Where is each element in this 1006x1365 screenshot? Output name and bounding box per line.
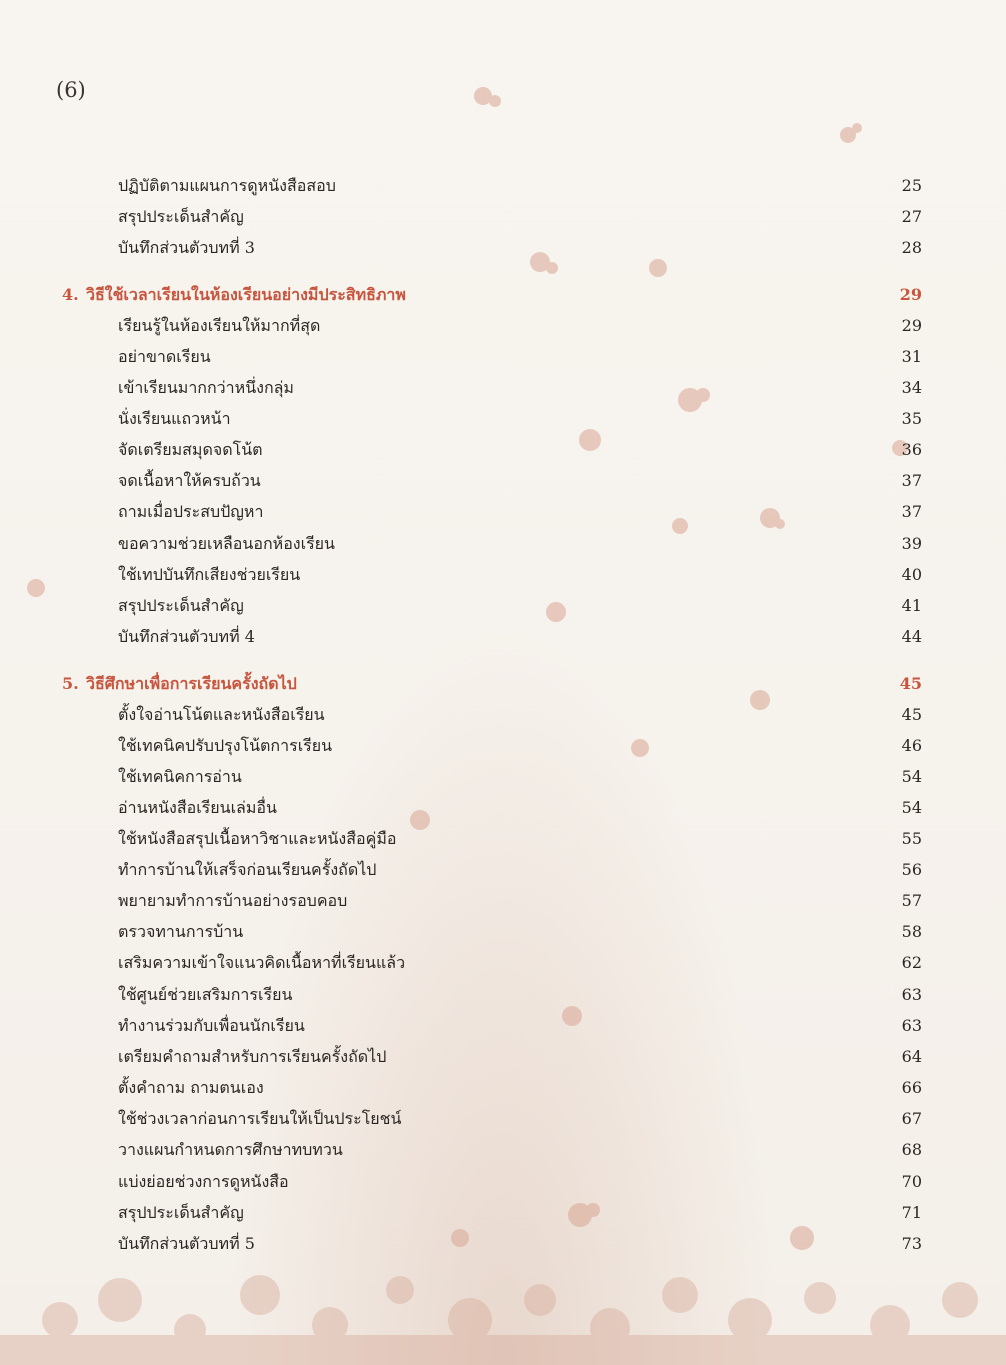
toc-entry-page: 58 bbox=[901, 922, 922, 941]
toc-entry bbox=[118, 373, 922, 403]
page-number: (6) bbox=[56, 78, 86, 102]
toc-entry bbox=[118, 824, 922, 854]
toc-entry-page: 70 bbox=[901, 1172, 922, 1191]
toc-entry-page: 63 bbox=[901, 1016, 922, 1035]
toc-entry-page: 37 bbox=[901, 502, 922, 521]
toc-entry bbox=[118, 497, 922, 527]
toc-entry-page: 54 bbox=[901, 767, 922, 786]
toc-entry bbox=[118, 1229, 922, 1259]
toc-entry-page: 31 bbox=[901, 347, 922, 366]
toc-entry-page: 29 bbox=[901, 316, 922, 335]
toc-entry-title: ตั้งใจอ่านโน้ตและหนังสือเรียน bbox=[118, 705, 325, 724]
toc-entry-page: 54 bbox=[901, 798, 922, 817]
chapter-page: 29 bbox=[899, 285, 922, 304]
toc-entry-title: เสริมความเข้าใจแนวคิดเนื้อหาที่เรียนแล้ว bbox=[118, 953, 406, 972]
toc-entry bbox=[118, 917, 922, 947]
toc-entry-page: 39 bbox=[901, 534, 922, 553]
toc-entry bbox=[118, 886, 922, 916]
toc-entry bbox=[118, 435, 922, 465]
toc-entry bbox=[118, 1104, 922, 1134]
toc-entry-page: 46 bbox=[901, 736, 922, 755]
toc-entry bbox=[118, 1011, 922, 1041]
toc-entry bbox=[118, 1198, 922, 1228]
toc-entry-page: 44 bbox=[901, 627, 922, 646]
toc-entry bbox=[118, 762, 922, 792]
toc-entry-page: 27 bbox=[901, 207, 922, 226]
chapter-number: 4. bbox=[62, 285, 79, 304]
chapter-title: วิธีศึกษาเพื่อการเรียนครั้งถัดไป bbox=[86, 674, 297, 693]
chapter-title: วิธีใช้เวลาเรียนในห้องเรียนอย่างมีประสิทธิภาพ bbox=[86, 285, 406, 304]
toc-entry-page: 36 bbox=[901, 440, 922, 459]
toc-entry bbox=[118, 466, 922, 496]
toc-entry bbox=[118, 948, 922, 978]
toc-entry-title: นั่งเรียนแถวหน้า bbox=[118, 409, 231, 428]
flower-petal-icon bbox=[474, 87, 501, 107]
flower-petal-icon bbox=[840, 123, 862, 143]
toc-entry-title: ทำการบ้านให้เสร็จก่อนเรียนครั้งถัดไป bbox=[118, 860, 377, 879]
toc-entry bbox=[118, 731, 922, 761]
toc-entry bbox=[118, 233, 922, 263]
chapter-heading bbox=[62, 669, 922, 699]
toc-entry-page: 25 bbox=[901, 176, 922, 195]
toc-entry-title: ใช้หนังสือสรุปเนื้อหาวิชาและหนังสือคู่มือ bbox=[118, 829, 397, 848]
toc-entry-page: 67 bbox=[901, 1109, 922, 1128]
toc-entry bbox=[118, 622, 922, 652]
toc-entry-title: บันทึกส่วนตัวบทที่ 4 bbox=[118, 627, 255, 646]
toc-entry-title: ใช้ช่วงเวลาก่อนการเรียนให้เป็นประโยชน์ bbox=[118, 1109, 402, 1128]
toc-entry-title: เข้าเรียนมากกว่าหนึ่งกลุ่ม bbox=[118, 378, 294, 397]
toc-entry-page: 71 bbox=[901, 1203, 922, 1222]
toc-entry-page: 66 bbox=[901, 1078, 922, 1097]
toc-entry-title: ใช้เทคนิคปรับปรุงโน้ตการเรียน bbox=[118, 736, 333, 755]
toc-entry-title: สรุปประเด็นสำคัญ bbox=[118, 596, 244, 615]
toc-entry-page: 28 bbox=[901, 238, 922, 257]
toc-entry bbox=[118, 1167, 922, 1197]
toc-entry-page: 40 bbox=[901, 565, 922, 584]
toc-entry-title: ตั้งคำถาม ถามตนเอง bbox=[118, 1078, 264, 1097]
chapter-number: 5. bbox=[62, 674, 79, 693]
toc-entry bbox=[118, 560, 922, 590]
toc-entry bbox=[118, 404, 922, 434]
toc-entry-page: 57 bbox=[901, 891, 922, 910]
toc-entry-title: สรุปประเด็นสำคัญ bbox=[118, 207, 244, 226]
toc-entry bbox=[118, 342, 922, 372]
toc-entry-title: บันทึกส่วนตัวบทที่ 5 bbox=[118, 1234, 255, 1253]
toc-entry bbox=[118, 529, 922, 559]
toc-entry-title: วางแผนกำหนดการศึกษาทบทวน bbox=[118, 1140, 343, 1159]
toc-entry-page: 41 bbox=[901, 596, 922, 615]
toc-entry-title: ขอความช่วยเหลือนอกห้องเรียน bbox=[118, 534, 335, 553]
toc-entry-title: ใช้เทปบันทึกเสียงช่วยเรียน bbox=[118, 565, 301, 584]
toc-entry-page: 63 bbox=[901, 985, 922, 1004]
toc-entry bbox=[118, 700, 922, 730]
chapter-heading bbox=[62, 280, 922, 310]
toc-entry bbox=[118, 1135, 922, 1165]
toc-entry-title: ปฏิบัติตามแผนการดูหนังสือสอบ bbox=[118, 176, 336, 195]
toc-entry-title: พยายามทำการบ้านอย่างรอบคอบ bbox=[118, 891, 348, 910]
toc-entry-page: 34 bbox=[901, 378, 922, 397]
toc-entry-page: 37 bbox=[901, 471, 922, 490]
toc-entry-page: 62 bbox=[901, 953, 922, 972]
toc-entry-page: 68 bbox=[901, 1140, 922, 1159]
toc-entry-title: ใช้ศูนย์ช่วยเสริมการเรียน bbox=[118, 985, 293, 1004]
toc-entry-title: สรุปประเด็นสำคัญ bbox=[118, 1203, 244, 1222]
toc-entry bbox=[118, 591, 922, 621]
toc-entry bbox=[118, 1042, 922, 1072]
toc-entry bbox=[118, 855, 922, 885]
toc-entry-title: ถามเมื่อประสบปัญหา bbox=[118, 502, 264, 521]
toc-entry bbox=[118, 980, 922, 1010]
toc-entry-title: จัดเตรียมสมุดจดโน้ต bbox=[118, 440, 263, 459]
toc-entry bbox=[118, 311, 922, 341]
toc-entry bbox=[118, 793, 922, 823]
toc-entry bbox=[118, 1073, 922, 1103]
toc-entry-page: 45 bbox=[901, 705, 922, 724]
toc-entry-title: เตรียมคำถามสำหรับการเรียนครั้งถัดไป bbox=[118, 1047, 387, 1066]
toc-entry-title: ทำงานร่วมกับเพื่อนนักเรียน bbox=[118, 1016, 305, 1035]
toc-entry bbox=[118, 171, 922, 201]
flower-border-bottom bbox=[0, 1275, 1006, 1365]
chapter-page: 45 bbox=[899, 674, 922, 693]
toc-entry bbox=[118, 202, 922, 232]
toc-entry-page: 55 bbox=[901, 829, 922, 848]
toc-entry-page: 73 bbox=[901, 1234, 922, 1253]
toc-entry-title: จดเนื้อหาให้ครบถ้วน bbox=[118, 471, 261, 490]
toc-entry-title: อย่าขาดเรียน bbox=[118, 347, 211, 366]
toc-entry-page: 64 bbox=[901, 1047, 922, 1066]
toc-entry-page: 56 bbox=[901, 860, 922, 879]
toc-entry-title: บันทึกส่วนตัวบทที่ 3 bbox=[118, 238, 255, 257]
flower-petal-icon bbox=[27, 579, 45, 597]
toc-entry-title: ใช้เทคนิคการอ่าน bbox=[118, 767, 242, 786]
toc-entry-title: อ่านหนังสือเรียนเล่มอื่น bbox=[118, 798, 277, 817]
toc-entry-page: 35 bbox=[901, 409, 922, 428]
toc-entry-title: ตรวจทานการบ้าน bbox=[118, 922, 244, 941]
toc-entry-title: เรียนรู้ในห้องเรียนให้มากที่สุด bbox=[118, 316, 321, 335]
toc-entry-title: แบ่งย่อยช่วงการดูหนังสือ bbox=[118, 1172, 289, 1191]
